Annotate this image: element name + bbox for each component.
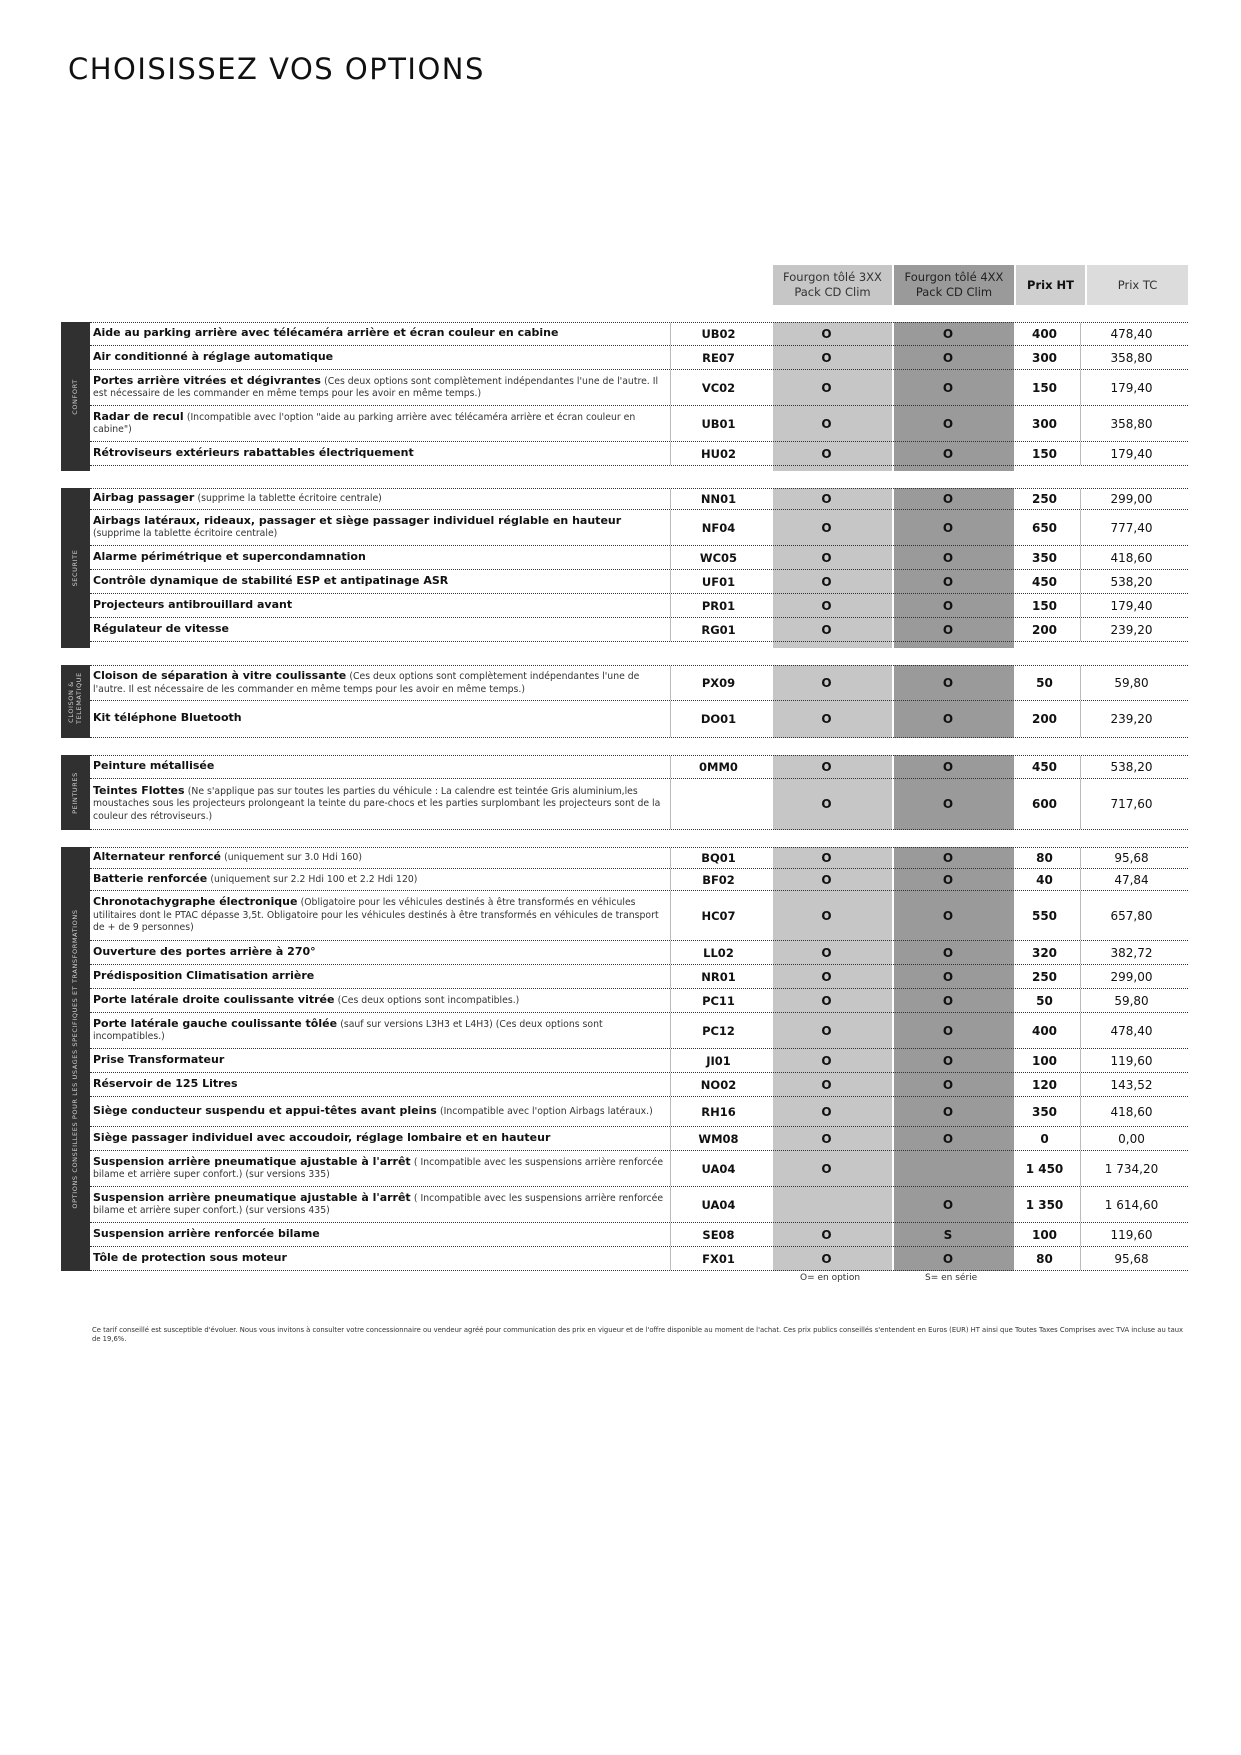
options-group-usages-specifiques [61,847,1188,1271]
availability-4xx: O [942,676,954,690]
availability-3xx: O [821,574,832,589]
page-title: CHOISISSEZ VOS OPTIONS [68,52,485,86]
option-description [90,618,670,641]
price-tc: 657,80 [1080,891,1182,940]
availability-4xx: O [942,1197,954,1212]
option-name: Prise Transformateur [93,1052,225,1066]
option-name: Alarme périmétrique et supercondamnation [93,549,366,563]
option-row [90,546,1188,570]
option-code: RH16 [670,1097,766,1126]
option-code: UA04 [670,1187,766,1222]
availability-3xx: O [821,598,832,613]
option-code: UA04 [670,1151,766,1186]
availability-3xx: O [821,1077,832,1092]
option-description [90,489,670,509]
price-tc: 119,60 [1080,1223,1182,1246]
option-code: UB01 [670,406,766,441]
option-code: UF01 [670,570,766,593]
price-tc: 478,40 [1080,1013,1182,1048]
availability-4xx: O [942,350,954,365]
option-code: JI01 [670,1049,766,1072]
availability-3xx: O [821,1104,832,1119]
option-row [90,1151,1188,1187]
option-note: (supprime la tablette écritoire centrale) [93,528,278,539]
option-row [90,1223,1188,1247]
price-ht: 200 [1031,712,1058,726]
options-rows [90,847,1188,1271]
option-code: NO02 [670,1073,766,1096]
availability-4xx: O [942,574,954,589]
option-row [90,406,1188,442]
option-description [90,1223,670,1246]
column-header-4xx-line1: Fourgon tôlé 4XX [904,270,1004,284]
availability-3xx: O [821,1023,832,1038]
option-row [90,869,1188,891]
option-description [90,701,670,737]
option-name: Radar de recul [93,409,184,423]
price-ht: 250 [1031,492,1058,506]
option-note: (Incompatible avec l'option "aide au parking arrière avec télécaméra arrière et écran couleur en cabine") [93,411,636,435]
category-stripe [61,847,90,1271]
option-code: HU02 [670,442,766,465]
category-label: PEINTURES [71,771,79,814]
column-header-prix-tc: Prix TC [1087,265,1188,305]
option-note: (Ces deux options sont incompatibles.) [337,994,520,1006]
options-rows [90,665,1188,738]
availability-3xx: O [821,908,832,923]
column-header-4xx [894,265,1014,305]
option-code: BQ01 [670,848,766,868]
option-description [90,1097,670,1126]
option-description [90,1187,670,1222]
option-note: (Ces deux options sont complètement indépendantes l'une de l'autre. Il est nécessaire de les commander en même temps pour les avoir en même temps.) [93,375,659,399]
option-description [90,848,670,868]
option-name: Aide au parking arrière avec télécaméra arrière et écran couleur en cabine [93,326,559,340]
option-name: Teintes Flottes [93,783,185,797]
availability-4xx: O [942,993,954,1008]
availability-4xx: O [942,550,954,565]
option-code: WM08 [670,1127,766,1150]
availability-4xx: O [942,908,954,923]
price-tc: 239,20 [1080,618,1182,641]
option-row [90,891,1188,941]
option-name: Régulateur de vitesse [93,621,230,635]
price-tc: 59,80 [1080,666,1182,700]
price-ht: 600 [1031,797,1058,811]
option-note: (Incompatible avec l'option Airbags latéraux.) [439,1105,653,1117]
option-row [90,941,1188,965]
option-code: FX01 [670,1247,766,1270]
column-header-prix-ht: Prix HT [1016,265,1085,305]
option-description [90,989,670,1012]
price-tc: 358,80 [1080,346,1182,369]
option-name: Projecteurs antibrouillard avant [93,597,293,611]
options-group-peintures [61,755,1188,830]
option-name: Suspension arrière renforcée bilame [93,1226,320,1240]
option-note: (Ne s'applique pas sur toutes les parties du véhicule : La calendre est teintée Gris aluminium,les moustaches sous les projecteurs prolongeant la teinte du pare-chocs et les parties surplombant les projecteurs sont de la couleur des rétroviseurs.) [93,785,661,822]
option-row [90,570,1188,594]
option-code: SE08 [670,1223,766,1246]
option-name: Air conditionné à réglage automatique [93,349,334,363]
option-code: NN01 [670,489,766,509]
availability-4xx [887,1151,1009,1186]
availability-4xx: O [942,969,954,984]
category-stripe [61,755,90,830]
price-tc: 0,00 [1080,1127,1182,1150]
option-description [90,756,670,778]
option-row [90,488,1188,510]
availability-3xx: O [821,1131,832,1146]
availability-4xx: O [942,327,954,341]
availability-4xx: O [942,760,954,774]
availability-4xx: O [942,1053,954,1068]
availability-3xx: O [821,416,832,431]
option-name: Batterie renforcée [93,871,208,885]
price-ht: 250 [1031,969,1058,984]
price-ht: 320 [1031,945,1058,960]
option-name: Airbag passager [93,491,195,505]
availability-4xx: O [942,416,954,431]
option-name: Siège passager individuel avec accoudoir, réglage lombaire et en hauteur [93,1130,551,1144]
option-note: (uniquement sur 2.2 Hdi 100 et 2.2 Hdi 120) [210,873,418,885]
option-name: Chronotachygraphe électronique [93,895,298,909]
option-description [90,323,670,345]
availability-4xx: O [942,797,954,811]
price-tc: 143,52 [1080,1073,1182,1096]
price-tc: 478,40 [1080,323,1182,345]
price-ht: 40 [1036,872,1053,887]
availability-3xx: O [821,492,832,506]
option-description [90,891,670,940]
price-ht: 1 450 [1025,1161,1064,1176]
option-name: Ouverture des portes arrière à 270° [93,944,316,958]
option-name: Tôle de protection sous moteur [93,1250,287,1264]
option-name: Cloison de séparation à vitre coulissante [93,669,347,682]
option-note: (supprime la tablette écritoire centrale) [197,493,382,505]
option-code: PC11 [670,989,766,1012]
option-description [90,594,670,617]
category-stripe [61,322,90,471]
option-row [90,701,1188,738]
price-tc: 777,40 [1080,510,1182,545]
option-row [90,370,1188,406]
availability-4xx: O [942,1131,954,1146]
option-row [90,755,1188,779]
option-code: WC05 [670,546,766,569]
availability-4xx: S [943,1227,953,1242]
option-description [90,1013,670,1048]
price-tc: 717,60 [1080,779,1182,829]
option-row [90,665,1188,701]
availability-4xx: O [942,598,954,613]
price-tc: 179,40 [1080,370,1182,405]
availability-4xx: O [942,872,954,887]
option-code: NF04 [670,510,766,545]
option-row [90,779,1188,830]
footnote: Ce tarif conseillé est susceptible d'évoluer. Nous vous invitons à consulter votre concessionnaire ou vendeur agréé pour communication des prix en vigueur et de l'offre disponible au moment de l'achat. Ces prix publics conseillés s'entendent en Euros (EUR) HT ainsi que Toutes Taxes Comprises avec TVA incluse au taux de 19,6%. [92,1326,1184,1343]
option-code: NR01 [670,965,766,988]
price-ht: 150 [1031,446,1058,461]
price-ht: 50 [1036,993,1053,1008]
availability-3xx: O [821,520,832,535]
option-name: Peinture métallisée [93,759,215,773]
price-tc: 538,20 [1080,756,1182,778]
option-description [90,346,670,369]
availability-3xx: O [821,550,832,565]
availability-3xx: O [821,851,832,865]
price-ht: 1 350 [1025,1197,1064,1212]
option-name: Contrôle dynamique de stabilité ESP et antipatinage ASR [93,573,449,587]
option-name: Suspension arrière pneumatique ajustable à l'arrêt [93,1190,411,1204]
option-code: PC12 [670,1013,766,1048]
option-note: (uniquement sur 3.0 Hdi 160) [224,852,362,864]
price-tc: 95,68 [1080,848,1182,868]
option-description [90,510,670,545]
option-code: RG01 [670,618,766,641]
availability-3xx: O [821,712,832,726]
availability-3xx [766,1187,887,1222]
price-ht: 350 [1031,550,1058,565]
option-row [90,594,1188,618]
options-group-securite [61,488,1188,648]
options-rows [90,488,1188,642]
option-code: HC07 [670,891,766,940]
availability-4xx: O [942,492,954,506]
price-tc: 299,00 [1080,489,1182,509]
option-description [90,1127,670,1150]
option-description [90,1247,670,1270]
availability-3xx: O [821,760,832,774]
availability-4xx: O [942,446,954,461]
availability-3xx: O [821,872,832,887]
option-row [90,1127,1188,1151]
price-ht: 200 [1031,622,1058,637]
price-ht: 150 [1031,380,1058,395]
price-tc: 1 614,60 [1080,1187,1182,1222]
option-name: Porte latérale droite coulissante vitrée [93,992,335,1006]
availability-4xx: O [942,520,954,535]
option-row [90,1049,1188,1073]
option-name: Alternateur renforcé [93,850,221,864]
option-description [90,406,670,441]
price-ht: 0 [1040,1131,1049,1146]
price-ht: 50 [1036,676,1053,690]
option-description [90,1049,670,1072]
price-ht: 450 [1031,574,1058,589]
availability-3xx: O [821,622,832,637]
availability-3xx: O [821,1227,832,1242]
category-label: SECURITE [71,549,79,587]
category-label: CONFORT [71,378,79,415]
price-ht: 150 [1031,598,1058,613]
availability-4xx: O [942,1023,954,1038]
availability-3xx: O [821,945,832,960]
option-note: ( Incompatible avec les suspensions arrière renforcée bilame et arrière super confort.) (sur versions 435) [93,1192,664,1216]
column-header-4xx-line2: Pack CD Clim [915,285,993,299]
price-ht: 80 [1036,851,1053,865]
option-name: Prédisposition Climatisation arrière [93,968,315,982]
option-row [90,965,1188,989]
option-note: (Ces deux options sont complètement indépendantes l'une de l'autre. Il est nécessaire de les commander en même temps pour les avoir en même temps.) [93,671,640,695]
price-ht: 100 [1031,1053,1058,1068]
availability-4xx: O [942,380,954,395]
option-row [90,510,1188,546]
option-description [90,1073,670,1096]
option-description [90,370,670,405]
option-note: ( Incompatible avec les suspensions arrière renforcée bilame et arrière super confort.) (sur versions 335) [93,1156,664,1180]
option-description [90,779,670,829]
price-tc: 119,60 [1080,1049,1182,1072]
option-code: RE07 [670,346,766,369]
option-row [90,1013,1188,1049]
availability-4xx: O [942,851,954,865]
price-ht: 450 [1031,760,1058,774]
option-row [90,1097,1188,1127]
option-name: Suspension arrière pneumatique ajustable à l'arrêt [93,1154,411,1168]
availability-3xx: O [821,446,832,461]
price-ht: 300 [1031,350,1058,365]
legend-serie: S= en série [925,1273,978,1283]
availability-4xx: O [942,1104,954,1119]
option-name: Airbags latéraux, rideaux, passager et siège passager individuel réglable en hauteur [93,513,622,527]
availability-3xx: O [821,1161,832,1176]
column-header-3xx-line2: Pack CD Clim [794,285,871,299]
category-stripe [61,665,90,738]
availability-3xx: O [821,1251,832,1266]
option-row [90,989,1188,1013]
availability-4xx: O [942,1251,954,1266]
availability-4xx: O [942,712,954,726]
price-tc: 95,68 [1080,1247,1182,1270]
price-ht: 80 [1036,1251,1053,1266]
option-name: Réservoir de 125 Litres [93,1076,238,1090]
legend-option: O= en option [800,1273,861,1283]
price-tc: 382,72 [1080,941,1182,964]
price-tc: 358,80 [1080,406,1182,441]
options-group-cloison-telematique [61,665,1188,738]
price-tc: 1 734,20 [1080,1151,1182,1186]
price-tc: 47,84 [1080,869,1182,890]
availability-3xx: O [821,380,832,395]
option-row [90,1247,1188,1271]
price-ht: 650 [1031,520,1058,535]
price-tc: 538,20 [1080,570,1182,593]
availability-4xx: O [942,945,954,960]
price-tc: 299,00 [1080,965,1182,988]
column-header-3xx-line1: Fourgon tôlé 3XX [783,270,882,284]
option-description [90,965,670,988]
price-ht: 400 [1031,327,1058,341]
option-description [90,546,670,569]
option-code [670,779,766,829]
price-ht: 100 [1031,1227,1058,1242]
availability-3xx: O [821,993,832,1008]
option-row [90,847,1188,869]
price-ht: 400 [1031,1023,1058,1038]
options-rows [90,755,1188,830]
option-row [90,618,1188,642]
option-name: Kit téléphone Bluetooth [93,711,242,725]
price-tc: 239,20 [1080,701,1182,737]
option-row [90,1073,1188,1097]
price-tc: 59,80 [1080,989,1182,1012]
option-code: PR01 [670,594,766,617]
category-label: CLOISON & TELEMATIQUE [67,671,83,724]
options-rows [90,322,1188,466]
availability-4xx: O [942,622,954,637]
option-code: LL02 [670,941,766,964]
option-note: (sauf sur versions L3H3 et L4H3) (Ces deux options sont incompatibles.) [93,1018,603,1042]
option-row [90,1187,1188,1223]
option-name: Siège conducteur suspendu et appui-têtes avant pleins [93,1103,437,1117]
price-tc: 418,60 [1080,546,1182,569]
price-ht: 300 [1031,416,1058,431]
availability-3xx: O [821,1053,832,1068]
option-description [90,570,670,593]
category-label: OPTIONS CONSEILLEES POUR LES USAGES SPECIFIQUES ET TRANSFORMATIONS [71,909,79,1209]
option-row [90,322,1188,346]
option-row [90,346,1188,370]
price-ht: 550 [1031,908,1058,923]
option-name: Porte latérale gauche coulissante tôlée [93,1016,338,1030]
availability-4xx: O [942,1077,954,1092]
price-ht: 120 [1031,1077,1058,1092]
option-description [90,869,670,890]
option-row [90,442,1188,466]
availability-3xx: O [821,350,832,365]
column-header-3xx [773,265,892,305]
option-code: DO01 [670,701,766,737]
price-tc: 179,40 [1080,594,1182,617]
options-group-confort [61,322,1188,471]
price-tc: 179,40 [1080,442,1182,465]
option-code: 0MM0 [670,756,766,778]
option-code: PX09 [670,666,766,700]
option-description [90,941,670,964]
option-description [90,1151,670,1186]
category-stripe [61,488,90,648]
option-description [90,442,670,465]
price-tc: 418,60 [1080,1097,1182,1126]
option-name: Portes arrière vitrées et dégivrantes [93,373,321,387]
option-code: UB02 [670,323,766,345]
option-name: Rétroviseurs extérieurs rabattables électriquement [93,445,414,459]
option-description [90,666,670,700]
availability-3xx: O [821,676,832,690]
availability-3xx: O [821,797,832,811]
option-code: BF02 [670,869,766,890]
availability-3xx: O [821,327,832,341]
price-ht: 350 [1031,1104,1058,1119]
option-code: VC02 [670,370,766,405]
option-note: (Obligatoire pour les véhicules destinés à être transformés en véhicules utilitaires dont le PTAC dépasse 3,5t. Obligatoire pour les véhicules destinés à être transformés en véhicules de transport de + de 9 personnes) [93,897,659,934]
availability-3xx: O [821,969,832,984]
